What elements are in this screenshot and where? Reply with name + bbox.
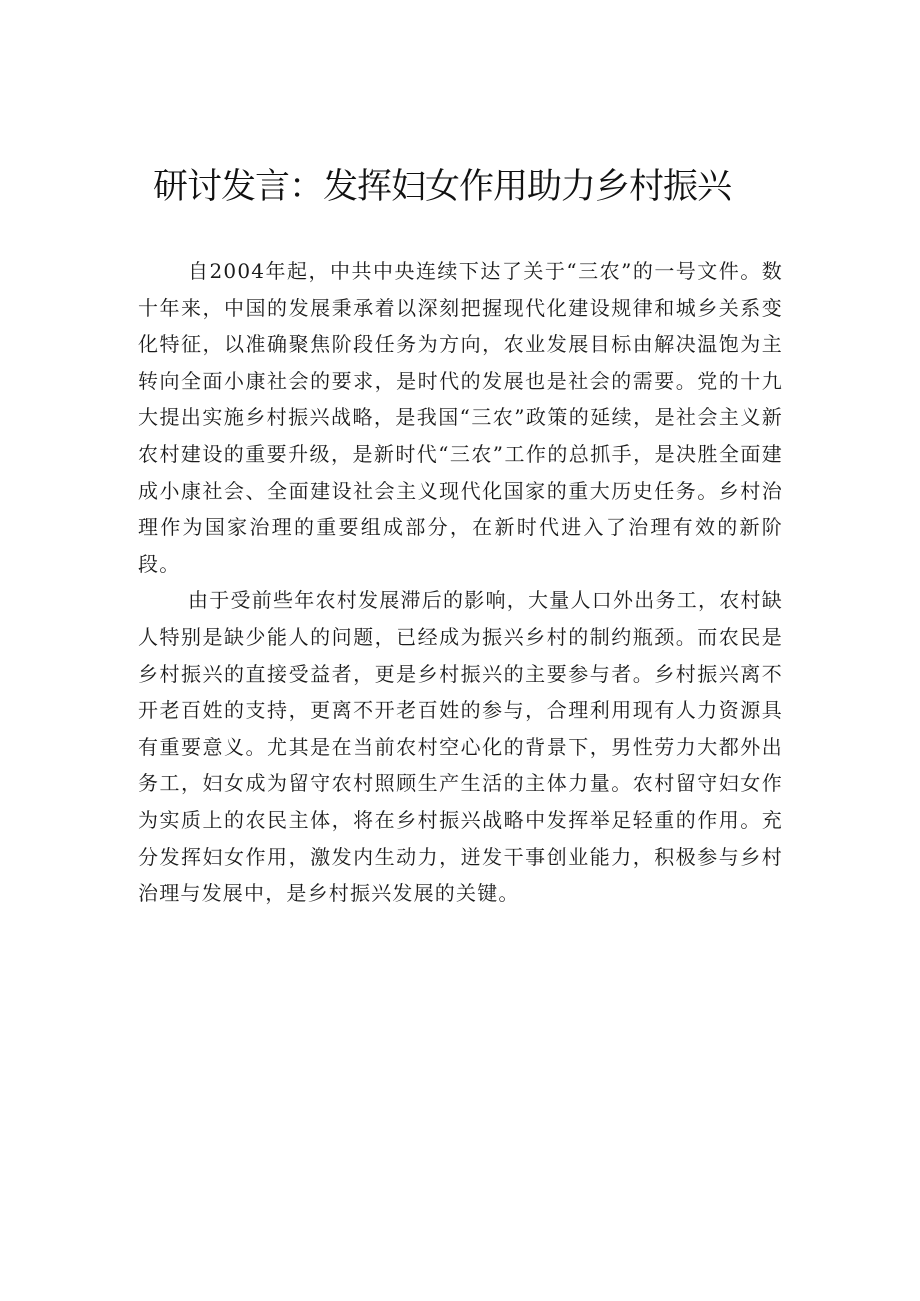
- paragraph-2: 由于受前些年农村发展滞后的影响，大量人口外出务工，农村缺人特别是缺少能人的问题，已经成为振兴乡村的制约瓶颈。而农民是乡村振兴的直接受益者，更是乡村振兴的主要参与者。乡村振兴离不开老百姓的支持，更离不开老百姓的参与，合理利用现有人力资源具有重要意义。尤其是在当前农村空心化的背景下，男性劳力大都外出务工，妇女成为留守农村照顾生产生活的主体力量。农村留守妇女作为实质上的农民主体，将在乡村振兴战略中发挥举足轻重的作用。充分发挥妇女作用，激发内生动力，迸发干事创业能力，积极参与乡村治理与发展中，是乡村振兴发展的关键。: [138, 588, 783, 906]
- document-title: 研讨发言：发挥妇女作用助力乡村振兴: [153, 167, 732, 207]
- document-body: [138, 253, 783, 912]
- paragraph-1: 自2004年起，中共中央连续下达了关于“三农”的一号文件。数十年来，中国的发展秉承着以深刻把握现代化建设规律和城乡关系变化特征，以准确聚焦阶段任务为方向，农业发展目标由解决温饱为主转向全面小康社会的要求，是时代的发展也是社会的需要。党的十九大提出实施乡村振兴战略，是我国“三农”政策的延续，是社会主义新农村建设的重要升级，是新时代“三农”工作的总抓手，是决胜全面建成小康社会、全面建设社会主义现代化国家的重大历史任务。乡村治理作为国家治理的重要组成部分，在新时代进入了治理有效的新阶段。: [138, 259, 783, 576]
